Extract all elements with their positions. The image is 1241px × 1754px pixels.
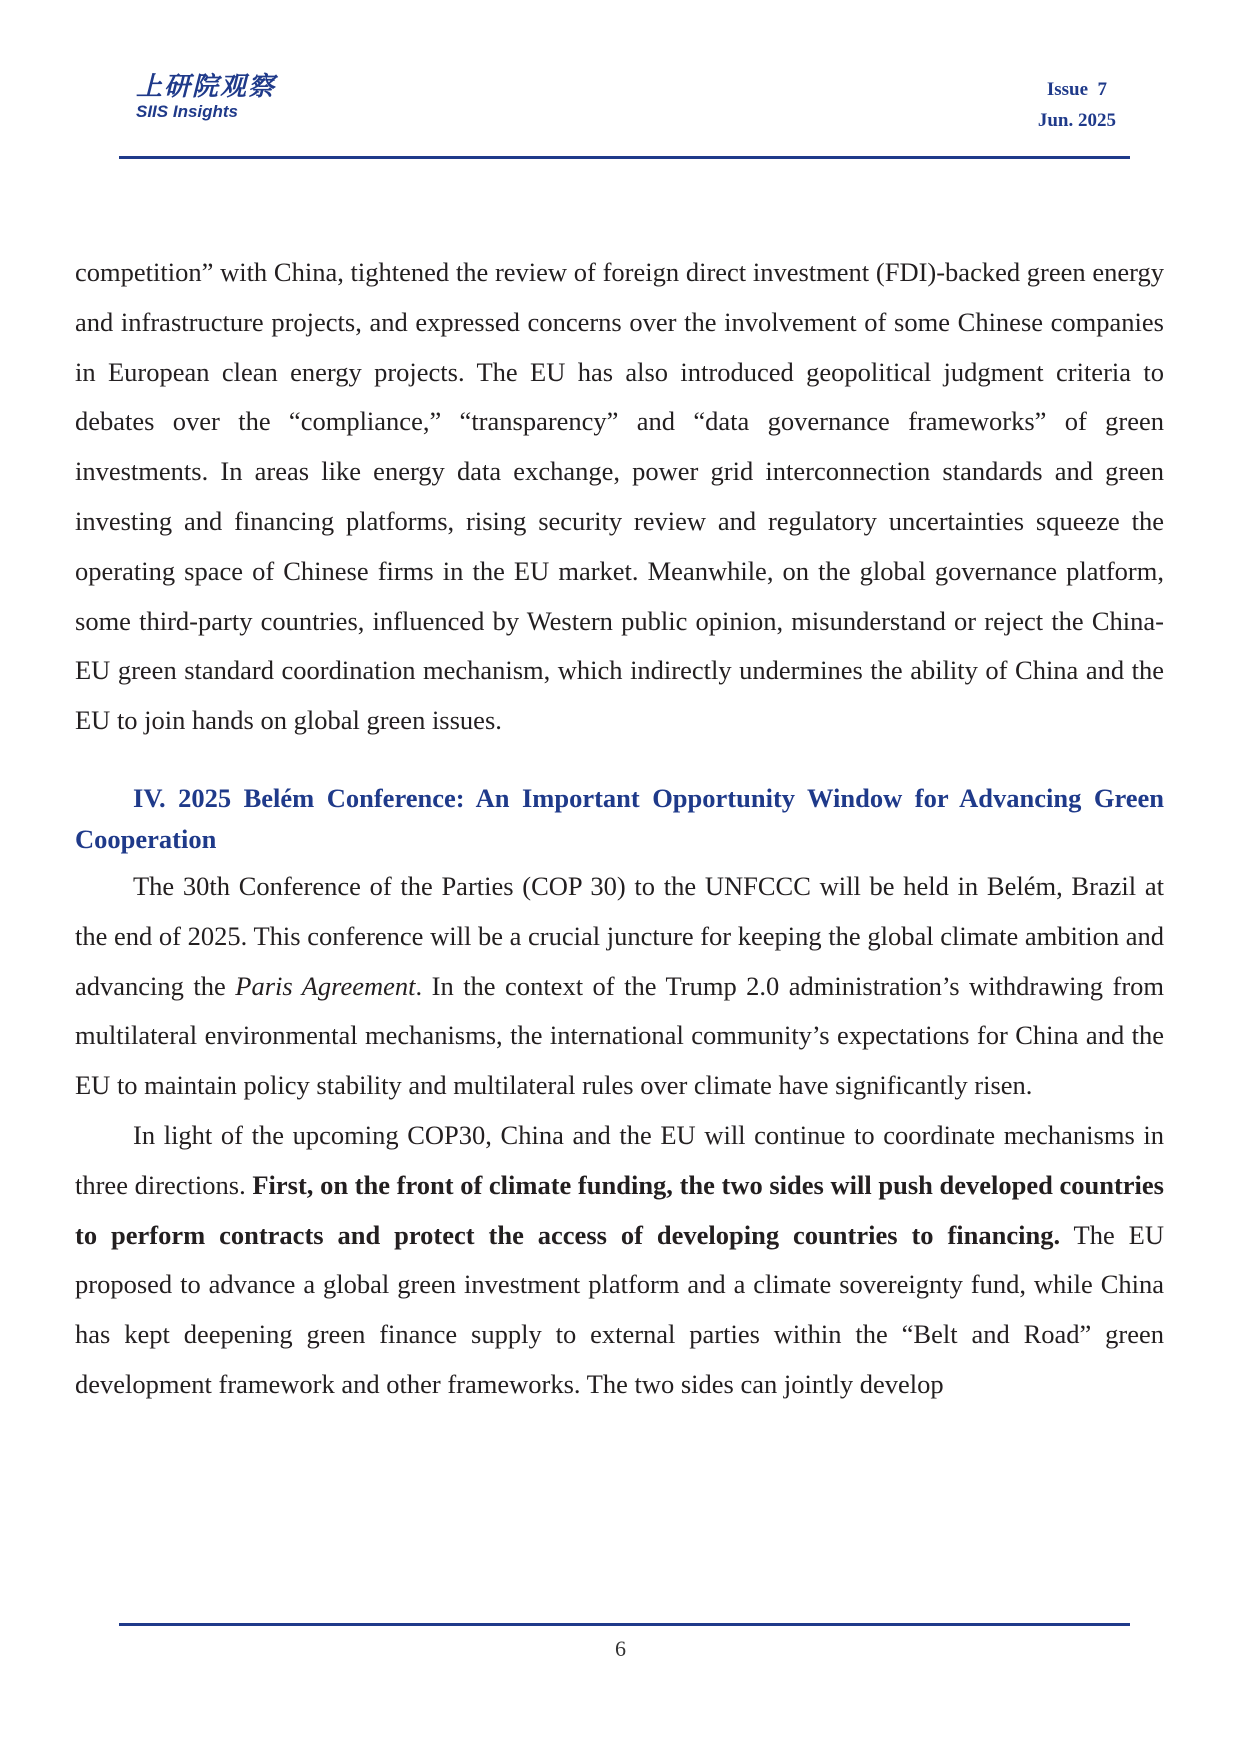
page-content (75, 248, 1164, 1410)
logo-english-title: SIIS Insights (136, 102, 239, 121)
issue-info (1038, 74, 1116, 136)
footer-divider (119, 1623, 1130, 1626)
page-number: 6 (615, 1636, 626, 1661)
paragraph-text: The EU proposed to advance a global green investment platform and a climate sovereignty fund, while China has kept deepening green finance supply to external parties within the “Belt and Road” green development framework and other frameworks. The two sides can jointly develop (75, 1219, 1165, 1399)
paragraph-text: The 30th Conference of the Parties (COP 30) to the UNFCCC will be held in Belém, Brazil at the end of 2025. This conference will be a crucial juncture for keeping the global climate ambition and advancing the (75, 870, 1164, 1001)
paragraph (75, 862, 1164, 1111)
paragraph-text: In light of the upcoming COP30, China and the EU will continue to coordinate mechanisms in three directions. (75, 1119, 1164, 1200)
paragraph-text: . In the context of the Trump 2.0 administration’s withdrawing from multilateral environmental mechanisms, the international community’s expectations for China and the EU to maintain policy stability and multilateral rules over climate have significantly risen. (75, 970, 1165, 1101)
issue-number: Issue 7 (1046, 79, 1108, 100)
paragraph: competition” with China, tightened the review of foreign direct investment (FDI)-backed green energy and infrastructure projects, and expressed concerns over the involvement of some Chinese companies in European clean energy projects. The EU has also introduced geopolitical judgment criteria to debates over the “compliance,” “transparency” and “data governance frameworks” of green investments. In areas like energy data exchange, power grid interconnection standards and green investing and financing platforms, rising security review and regulatory uncertainties squeeze the operating space of Chinese firms in the EU market. Meanwhile, on the global governance platform, some third-party countries, influenced by Western public opinion, misunderstand or reject the China-EU green standard coordination mechanism, which indirectly undermines the ability of China and the EU to join hands on global green issues. (75, 257, 1164, 736)
header-divider (119, 156, 1130, 159)
publication-logo (136, 72, 276, 122)
italic-title: Paris Agreement (235, 970, 416, 1001)
paragraph (75, 1111, 1164, 1410)
bold-emphasis: First, on the front of climate funding, the two sides will push developed countries to perform contracts and protect the access of developing countries to financing. (75, 1169, 1164, 1250)
logo-chinese-title: 上研院观察 (136, 72, 277, 102)
section-heading: IV. 2025 Belém Conference: An Important Opportunity Window for Advancing Green Cooperation (75, 782, 1164, 854)
issue-date: Jun. 2025 (1037, 110, 1116, 131)
